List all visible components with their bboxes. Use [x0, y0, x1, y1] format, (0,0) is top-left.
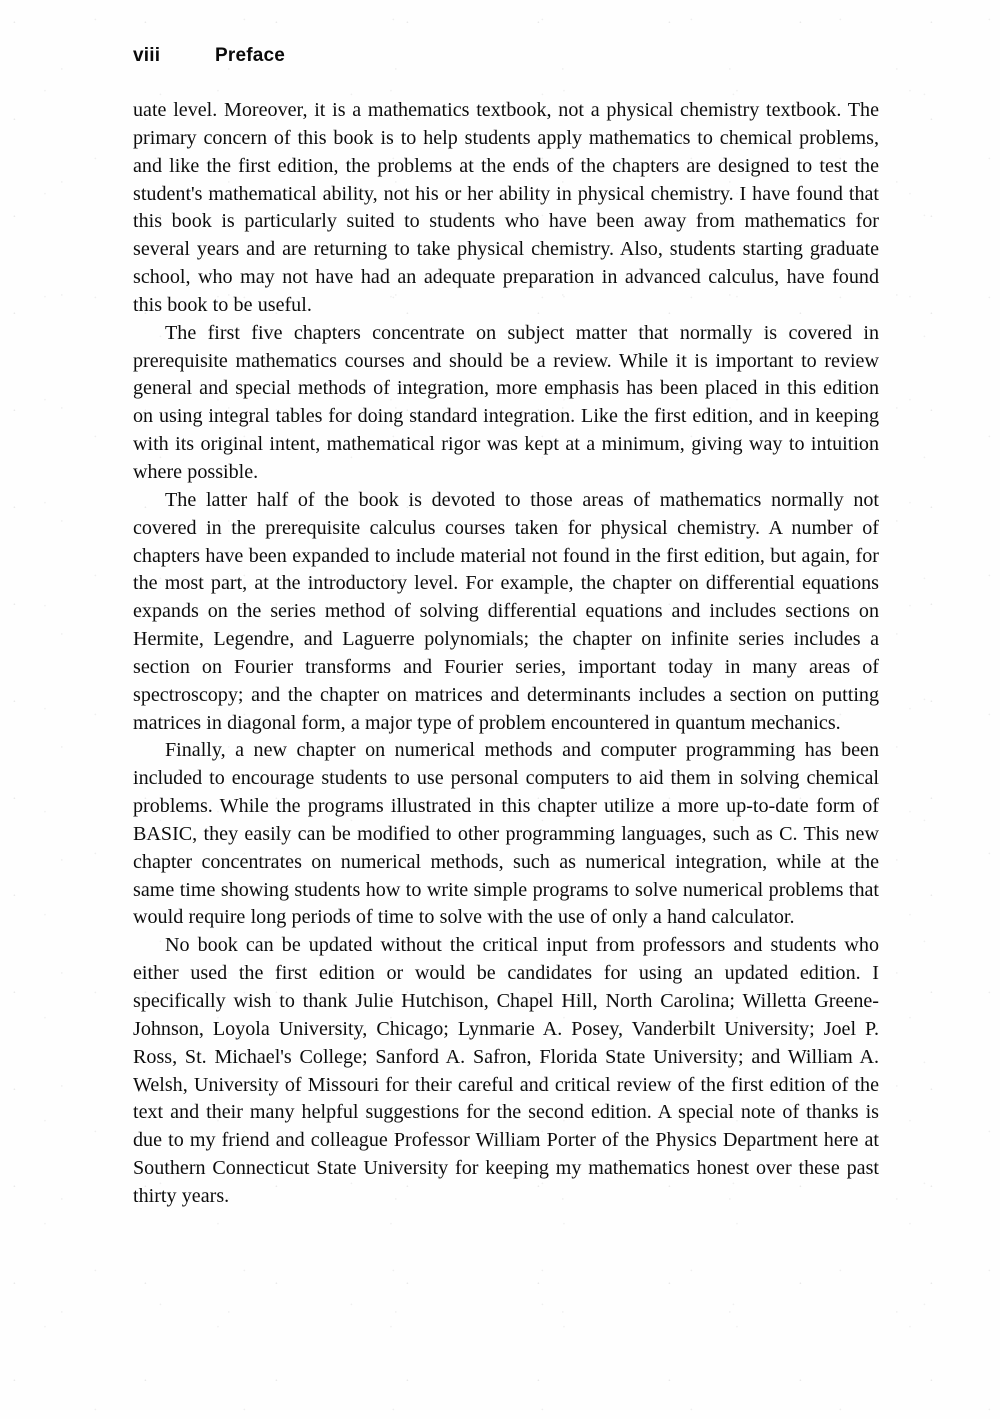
paragraph-continued: uate level. Moreover, it is a mathematics textbook, not a physical chemistry textbook. The primary concern of this book is to help students apply mathematics to chemical problems, and like the first edition, the problems at the ends of the chapters are designed to test the student's mathematical ability, not his or her ability in physical chemistry. I have found that this book is particularly suited to students who have been away from mathematics for several years and are returning to take physical chemistry. Also, students starting graduate school, who may not have had an adequate preparation in advanced calculus, have found this book to be useful.: [133, 99, 879, 316]
running-head-title: Preface: [215, 45, 286, 66]
paragraph-numerical-methods-chapter: Finally, a new chapter on numerical methods and computer programming has been included to encourage students to use personal computers to aid them in solving chemical problems. While the programs illustrated in this chapter utilize a more up-to-date form of BASIC, they easily can be modified to other programming languages, such as C. This new chapter concentrates on numerical methods, such as numerical integration, while at the same time showing students how to write simple programs to solve numerical problems that would require long periods of time to solve with the use of only a hand calculator.: [133, 739, 879, 929]
paragraph-latter-half: The latter half of the book is devoted to those areas of mathematics normally not covered in the prerequisite calculus courses taken for physical chemistry. A number of chapters have been expanded to include material not found in the first edition, but again, for the most part, at the introductory level. For example, the chapter on differential equations expands on the series method of solving differential equations and includes sections on Hermite, Legendre, and Laguerre polynomials; the chapter on infinite series includes a section on Fourier transforms and Fourier series, important today in many areas of spectroscopy; and the chapter on matrices and determinants includes a section on putting matrices in diagonal form, a major type of problem encountered in quantum mechanics.: [133, 488, 879, 734]
paragraph-acknowledgments: No book can be updated without the critical input from professors and students who either used the first edition or would be candidates for using an updated edition. I specifically wish to thank Julie Hutchison, Chapel Hill, North Carolina; Willetta Greene-Johnson, Loyola University, Chicago; Lynmarie A. Posey, Vanderbilt University; Joel P. Ross, St. Michael's College; Sanford A. Safron, Florida State University; and William A. Welsh, University of Missouri for their careful and critical review of the first edition of the text and their many helpful suggestions for the second edition. A special note of thanks is due to my friend and colleague Professor William Porter of the Physics Department here at Southern Connecticut State University for keeping my mathematics honest over these past thirty years.: [133, 934, 879, 1207]
running-head: [133, 45, 878, 75]
page-number: viii: [133, 45, 161, 66]
paragraph-first-five-chapters: The first five chapters concentrate on subject matter that normally is covered in prerequisite mathematics courses and should be a review. While it is important to review general and special methods of integration, more emphasis has been placed in this edition on using integral tables for doing standard integration. Like the first edition, and in keeping with its original intent, mathematical rigor was kept at a minimum, giving way to intuition where possible.: [133, 321, 879, 483]
body-text-column: [133, 97, 879, 1211]
